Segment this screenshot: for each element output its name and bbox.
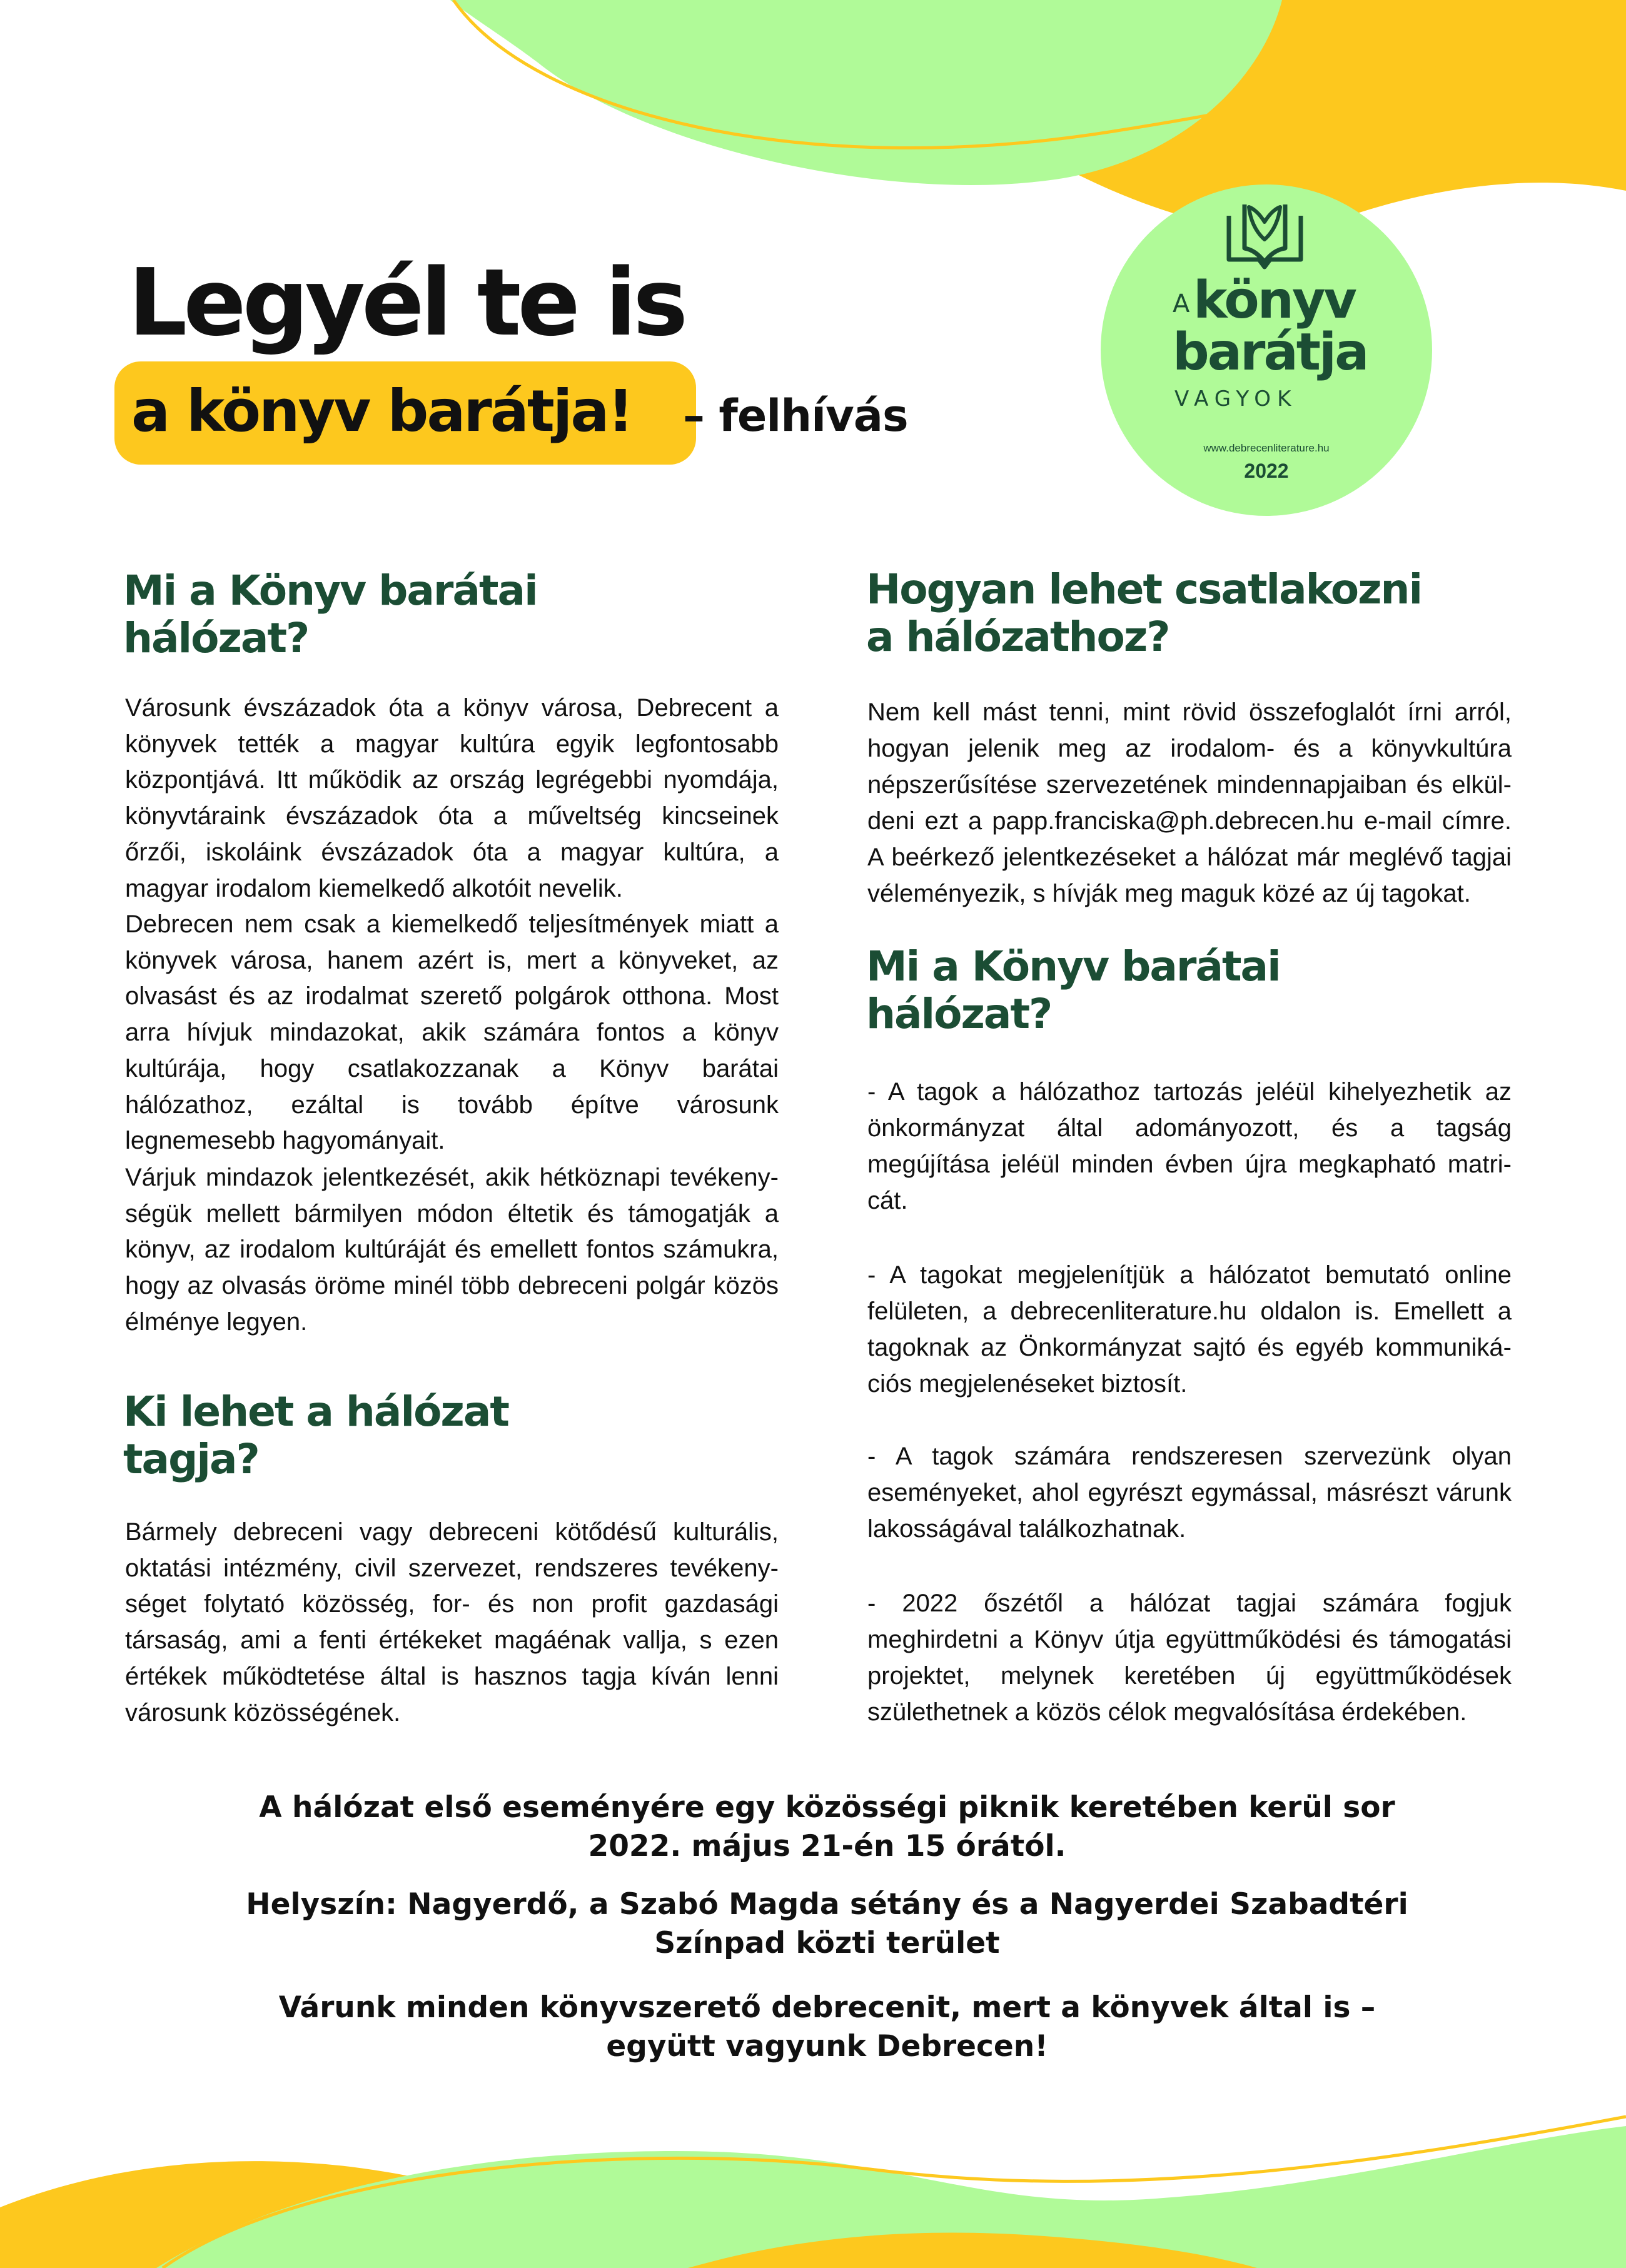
event-date: 2022. május 21-én 15 órától.	[588, 1829, 1066, 1863]
left-heading-1	[123, 567, 537, 662]
right-heading-1	[866, 566, 1421, 661]
left-paragraph-3: Várjuk mindazok jelentkezését, akik hétköznapi tevékenységük mellett bármilyen módon éltetik és támogatják a könyv, az irodalom kultúráját és emellett fontos számukra, hogy az olvasás öröme minél több debreceni polgár közös élménye legyen.	[125, 1164, 779, 1336]
left-heading-1-line-2: hálózat?	[123, 614, 309, 662]
logo-badge	[1101, 184, 1432, 516]
open-book-icon	[1223, 197, 1307, 272]
left-heading-2	[123, 1388, 508, 1483]
title-line-2: a könyv barátja!	[131, 378, 632, 445]
logo-url: www.debrecenliterature.hu	[1203, 442, 1330, 454]
right-list-item-4: - 2022 őszétől a hálózat tagjai számára fogjuk meghirdetni a Könyv útja együttműködési és támogatási projektet, melynek keretében új együttműködések születhetnek a közös célok megvalósítása érdekében.	[867, 1590, 1512, 1726]
logo-year: 2022	[1244, 460, 1289, 482]
closing-line-2: együtt vagyunk Debrecen!	[606, 2029, 1048, 2064]
left-heading-2-line-2: tagja?	[123, 1435, 259, 1483]
left-heading-1-line-1: Mi a Könyv barátai	[123, 567, 537, 615]
right-list-item-1: - A tagok a hálózathoz tartozás jeléül kihelyezhetik az önkormányzat által adományozott, és a tagság megújítása jeléül minden évben újra megkapható matricát.	[867, 1078, 1512, 1214]
right-heading-1-line-2: a hálózathoz?	[866, 613, 1169, 661]
location-line-2: Színpad közti terület	[654, 1926, 1000, 1960]
logo-word-baratja: barátja	[1173, 323, 1368, 382]
event-location	[213, 1885, 1442, 1963]
left-paragraph-4: Bármely debreceni vagy debreceni kötődésű kulturális, oktatási intézmény, civil szervezet, rendszeres tevékenységet folytató közösség, for- és non profit gazdasági társaság, ami a fenti értékeket magáénak vallja, s ezen értékek működtetése által is hasznos tagja kíván lenni városunk közösségének.	[125, 1518, 779, 1726]
left-paragraph-1: Városunk évszázadok óta a könyv városa, Debrecent a könyvek tették a magyar kultúra egyik legfontosabb központjává. Itt működik az ország legrégebbi nyomdája, könyvtáraink évszázadok óta a műveltség kincseinek őrzői, iskoláink évszázadok óta a magyar kultúra, a magyar irodalom kiemelkedő alkotóit nevelik.	[125, 694, 779, 902]
event-announcement	[213, 1788, 1442, 1866]
logo-word-a: A	[1173, 290, 1190, 318]
right-heading-2	[866, 943, 1280, 1038]
closing-message	[213, 1988, 1442, 2066]
right-list-item-2: - A tagokat megjelenítjük a hálózatot bemutató online felületen, a debrecenliterature.hu oldalon is. Emellett a tagoknak az Önkormányzat sajtó és egyéb kommunikációs megjelenéseket biztosít.	[867, 1261, 1512, 1398]
right-heading-1-line-1: Hogyan lehet csatlakozni	[866, 565, 1422, 613]
right-heading-2-line-1: Mi a Könyv barátai	[866, 942, 1280, 990]
logo-word-konyv: könyv	[1193, 271, 1355, 330]
right-paragraph-1: Nem kell mást tenni, mint rövid összefoglalót írni arról, hogyan jelenik meg az irodalom- és a könyvkultúra népszerűsítése szervezetének mindennapjaiban és elküldeni ezt a papp.franciska@ph.debrecen.hu e-mail címre. A beérkező jelentkezéseket a hálózat már meglévő tagjai véleményezik, s hívják meg maguk közé az új tagokat.	[867, 698, 1512, 907]
left-heading-2-line-1: Ki lehet a hálózat	[123, 1388, 508, 1436]
logo-word-vagyok: VAGYOK	[1174, 386, 1298, 411]
right-heading-2-line-2: hálózat?	[866, 990, 1052, 1038]
title-suffix: – felhívás	[683, 390, 908, 441]
left-paragraph-2: Debrecen nem csak a kiemelkedő teljesítmények miatt a könyvek városa, hanem azért is, mert a könyveket, az olvasást és az irodalmat szerető polgárok otthona. Most arra hívjuk mindazokat, akik számára fontos a könyv kultúrája, hogy csatlakozzanak a Könyv barátai hálózathoz, ezáltal is tovább építve városunk legnemesebb hagyományait.	[125, 910, 779, 1155]
top-blobs	[450, 0, 1626, 230]
bottom-blobs	[0, 2117, 1626, 2268]
location-line-1: Helyszín: Nagyerdő, a Szabó Magda sétány és a Nagyerdei Szabadtéri	[246, 1887, 1408, 1922]
event-line-1: A hálózat első eseményére egy közösségi piknik keretében kerül sor	[259, 1790, 1395, 1825]
closing-line-1: Várunk minden könyvszerető debrecenit, mert a könyvek által is –	[278, 1990, 1376, 2025]
title-line-1: Legyél te is	[128, 249, 685, 356]
right-list-item-3: - A tagok számára rendszeresen szervezünk olyan eseményeket, ahol egyrészt egymással, másrészt várunk lakosságával találkozhatnak.	[867, 1443, 1512, 1543]
